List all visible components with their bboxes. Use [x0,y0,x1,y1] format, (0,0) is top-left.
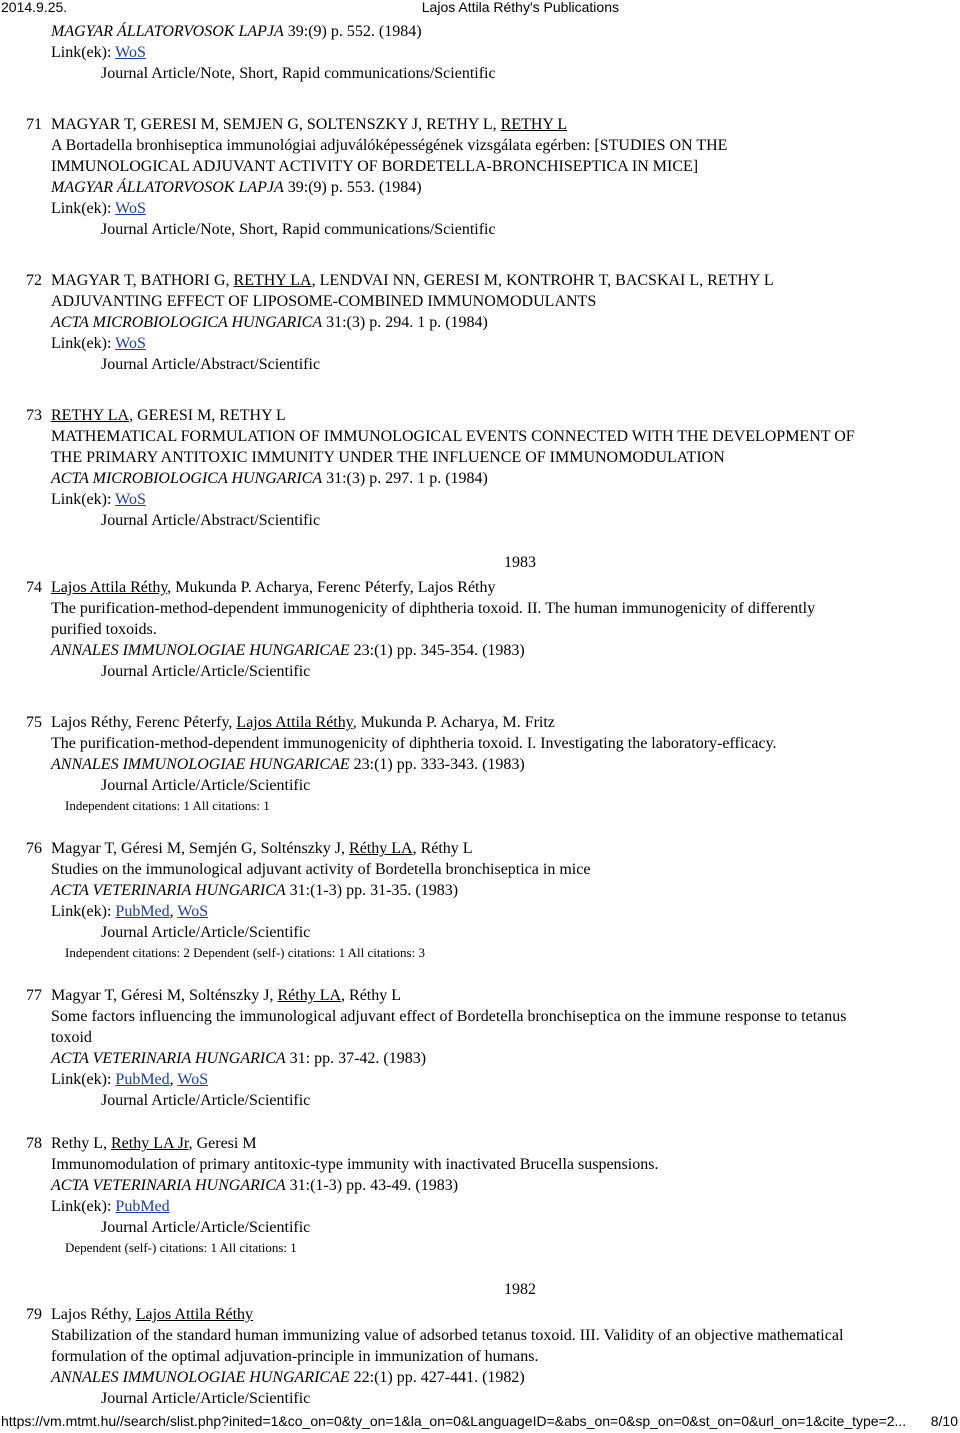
pubmed-link[interactable]: PubMed [115,1071,170,1088]
publication-type: Journal Article/Note, Short, Rapid communications/Scientific [101,221,496,238]
link-row [0,1196,960,1217]
publication-source [0,468,960,489]
page-title: Lajos Attila Réthy's Publications [421,0,619,15]
author-text: Lajos Réthy, [51,1306,136,1323]
publication-title: Stabilization of the standard human immunizing value of adsorbed tetanus toxoid. III. Validity of an objective mathematical formulation of the optimal adjuvation-principle in immunization of humans. [51,1327,844,1365]
publication-title: ADJUVANTING EFFECT OF LIPOSOME-COMBINED IMMUNOMODULANTS [51,293,597,310]
page-number: 8/10 [930,1413,958,1429]
publication-details: 39:(9) p. 553. (1984) [283,179,422,196]
author-line [0,270,960,291]
link-label: Link(ek): [51,1198,116,1215]
author-text: , GERESI M, RETHY L [129,407,286,424]
author-line [0,1304,960,1325]
publication-type: Journal Article/Abstract/Scientific [101,356,321,373]
page-footer [0,1413,960,1433]
publication-entry [0,985,960,1111]
highlighted-author: Lajos Attila Réthy [236,714,353,731]
entry-number: 74 [26,579,42,596]
entry-number: 76 [26,840,42,857]
publication-source [0,1367,960,1388]
entry-number: 73 [26,407,42,424]
author-line [0,405,960,426]
citation-counts: Dependent (self-) citations: 1 All citations: 1 [65,1240,297,1255]
journal-name: ACTA MICROBIOLOGICA HUNGARICA [51,470,323,487]
publication-type: Journal Article/Article/Scientific [101,1219,311,1236]
publication-entry [0,405,960,531]
citation-counts: Independent citations: 1 All citations: 1 [65,798,270,813]
link-label: Link(ek): [51,491,116,508]
wos-link[interactable]: WoS [115,335,146,352]
publication-type: Journal Article/Article/Scientific [101,924,311,941]
publication-source [0,312,960,333]
publication-fragment [0,21,960,84]
publication-details: 23:(1) pp. 345-354. (1983) [349,642,525,659]
author-text: MAGYAR T, BATHORI G, [51,272,234,289]
journal-name: ACTA VETERINARIA HUNGARICA [51,1177,286,1194]
page-header [0,0,960,17]
wos-link[interactable]: WoS [115,44,146,61]
author-line [0,712,960,733]
publication-entry [0,838,960,963]
publication-type: Journal Article/Article/Scientific [101,777,311,794]
author-text: Magyar T, Géresi M, Solténszky J, [51,987,278,1004]
author-text: , LENDVAI NN, GERESI M, KONTROHR T, BACSKAI L, RETHY L [311,272,774,289]
wos-link[interactable]: WoS [115,491,146,508]
link-label: Link(ek): [51,335,116,352]
publication-details: 23:(1) pp. 333-343. (1983) [349,756,525,773]
entry-number: 79 [26,1306,42,1323]
journal-name: ACTA VETERINARIA HUNGARICA [51,1050,286,1067]
entry-number: 77 [26,987,42,1004]
author-text: , Mukunda P. Acharya, Ferenc Péterfy, Lajos Réthy [167,579,496,596]
highlighted-author: Rethy LA Jr [111,1135,189,1152]
author-text: , Réthy L [341,987,402,1004]
publication-title: Studies on the immunological adjuvant activity of Bordetella bronchiseptica in mice [51,861,591,878]
publication-source [0,21,960,42]
year-heading: 1983 [504,554,536,571]
publication-type: Journal Article/Article/Scientific [101,1390,311,1407]
publication-entry [0,270,960,375]
journal-name: ACTA VETERINARIA HUNGARICA [51,882,286,899]
publication-source [0,1175,960,1196]
highlighted-author: RETHY LA [233,272,312,289]
publication-entry [0,1304,960,1409]
publication-title: Immunomodulation of primary antitoxic-type immunity with inactivated Brucella suspensions. [51,1156,659,1173]
author-text: MAGYAR T, GERESI M, SEMJEN G, SOLTENSZKY J, RETHY L, [51,116,501,133]
journal-name: MAGYAR ÁLLATORVOSOK LAPJA [51,179,284,196]
pubmed-link[interactable]: PubMed [115,903,170,920]
author-line [0,1133,960,1154]
link-row [0,489,960,510]
publication-details: 39:(9) p. 552. (1984) [283,23,422,40]
publication-details: 31: pp. 37-42. (1983) [285,1050,427,1067]
author-text: , Mukunda P. Acharya, M. Fritz [352,714,555,731]
publication-details: 22:(1) pp. 427-441. (1982) [349,1369,525,1386]
link-label: Link(ek): [51,903,116,920]
publication-title: The purification-method-dependent immunogenicity of diphtheria toxoid. I. Investigating the laboratory-efficacy. [51,735,777,752]
link-separator: , [169,1071,178,1088]
wos-link[interactable]: WoS [177,903,209,920]
wos-link[interactable]: WoS [177,1071,209,1088]
highlighted-author: Lajos Attila Réthy [51,579,168,596]
journal-name: ANNALES IMMUNOLOGIAE HUNGARICAE [51,756,350,773]
link-label: Link(ek): [51,1071,116,1088]
link-label: Link(ek): [51,44,116,61]
publication-entry [0,712,960,816]
author-text: , Geresi M [188,1135,257,1152]
link-row [0,42,960,63]
journal-name: ACTA MICROBIOLOGICA HUNGARICA [51,314,323,331]
entry-number: 75 [26,714,42,731]
entry-number: 78 [26,1135,42,1152]
publication-details: 31:(1-3) pp. 31-35. (1983) [285,882,459,899]
author-text: , Réthy L [412,840,473,857]
link-separator: , [169,903,178,920]
publication-source [0,1048,960,1069]
publication-title: The purification-method-dependent immunogenicity of diphtheria toxoid. II. The human immunogenicity of differently purified toxoids. [51,600,816,638]
publication-details: 31:(3) p. 297. 1 p. (1984) [322,470,488,487]
highlighted-author: RETHY L [500,116,568,133]
publication-type: Journal Article/Article/Scientific [101,1092,311,1109]
publication-source [0,177,960,198]
publication-list [0,21,960,1409]
author-text: Rethy L, [51,1135,111,1152]
publication-type: Journal Article/Abstract/Scientific [101,512,321,529]
publication-source [0,754,960,775]
year-heading: 1982 [504,1281,536,1298]
print-date: 2014.9.25. [1,0,68,15]
publication-source [0,880,960,901]
wos-link[interactable]: WoS [115,200,146,217]
author-line [0,577,960,598]
pubmed-link[interactable]: PubMed [115,1198,170,1215]
highlighted-author: Lajos Attila Réthy [135,1306,254,1323]
link-row [0,333,960,354]
highlighted-author: RETHY LA [51,407,130,424]
publication-details: 31:(3) p. 294. 1 p. (1984) [322,314,488,331]
publication-entry [0,1133,960,1258]
author-line [0,985,960,1006]
author-text: Magyar T, Géresi M, Semjén G, Solténszky J, [51,840,350,857]
author-line [0,114,960,135]
highlighted-author: Réthy LA [349,840,413,857]
source-url: https://vm.mtmt.hu//search/slist.php?inited=1&co_on=0&ty_on=1&la_on=0&LanguageID=&abs_on=0&sp_on=0&st_on=0&url_on=1&cite_type=2... [1,1413,907,1429]
entry-number: 72 [26,272,42,289]
publication-type: Journal Article/Article/Scientific [101,663,311,680]
journal-name: ANNALES IMMUNOLOGIAE HUNGARICAE [51,1369,350,1386]
publication-title: Some factors influencing the immunological adjuvant effect of Bordetella bronchiseptica on the immune response to tetanus toxoid [51,1008,847,1046]
publication-entry [0,114,960,240]
journal-name: MAGYAR ÁLLATORVOSOK LAPJA [51,23,284,40]
author-line [0,838,960,859]
link-row [0,198,960,219]
author-text: Lajos Réthy, Ferenc Péterfy, [51,714,237,731]
publication-source [0,640,960,661]
journal-name: ANNALES IMMUNOLOGIAE HUNGARICAE [51,642,350,659]
publication-title: A Bortadella bronhiseptica immunológiai adjuválóképességének vizsgálata egérben: [STUDIES ON THE IMMUNOLOGICAL ADJUVANT ACTIVITY OF BORDETELLA-BRONCHISEPTICA IN MICE] [51,137,728,175]
publication-entry [0,577,960,682]
publication-title: MATHEMATICAL FORMULATION OF IMMUNOLOGICAL EVENTS CONNECTED WITH THE DEVELOPMENT OF THE PRIMARY ANTITOXIC IMMUNITY UNDER THE INFLUENCE OF IMMUNOMODULATION [51,428,855,466]
citation-counts: Independent citations: 2 Dependent (self-) citations: 1 All citations: 3 [65,945,425,960]
publication-type: Journal Article/Note, Short, Rapid communications/Scientific [101,65,496,82]
highlighted-author: Réthy LA [277,987,342,1004]
link-label: Link(ek): [51,200,116,217]
link-row [0,1069,960,1090]
publication-details: 31:(1-3) pp. 43-49. (1983) [285,1177,459,1194]
entry-number: 71 [26,116,42,133]
link-row [0,901,960,922]
